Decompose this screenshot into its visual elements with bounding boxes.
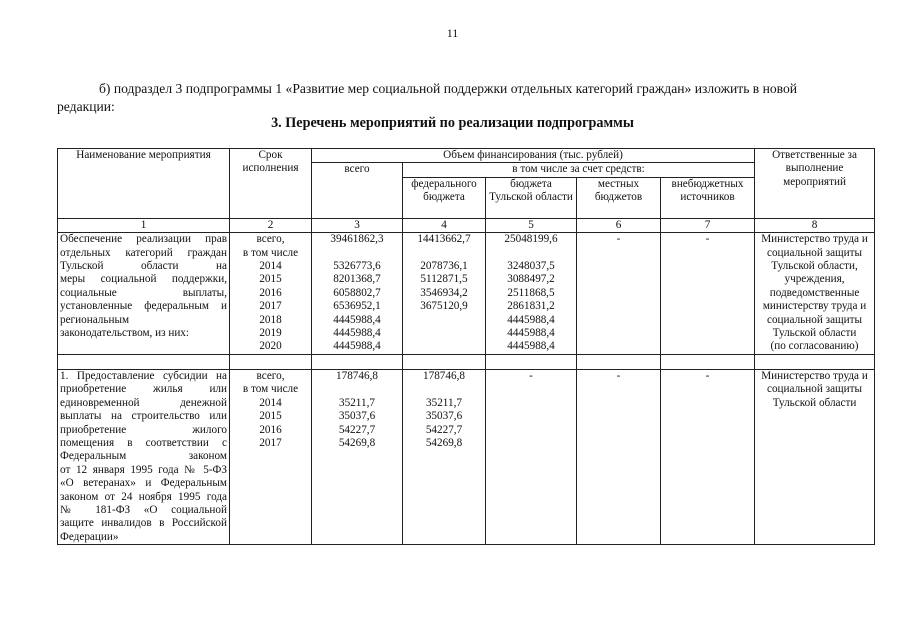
total-value: 35037,6	[338, 410, 376, 423]
col-number: 3	[312, 218, 403, 232]
federal-value: 3675120,9	[420, 300, 468, 313]
regional-value: 4445988,4	[507, 340, 555, 353]
header-responsible: Ответственные за выполнение мероприятий	[755, 149, 875, 219]
responsible-line: министерству труда и	[762, 300, 867, 313]
header-local: местных бюджетов	[577, 177, 661, 218]
name-line: 1. Предоставление субсидии на	[60, 369, 227, 382]
header-regional: бюджета Тульской области	[486, 177, 577, 218]
responsible-line: социальной защиты	[767, 246, 863, 259]
header-funding: Объем финансирования (тыс. рублей)	[312, 149, 755, 163]
measure-name-cell	[58, 233, 230, 355]
term-line: 2015	[259, 273, 282, 286]
name-line: установленные федеральным и	[60, 300, 227, 313]
measure-name-cell	[58, 369, 230, 544]
responsible-line: Министерство труда и	[761, 369, 868, 382]
term-line: в том числе	[242, 383, 299, 396]
header-federal: федерального бюджета	[403, 177, 486, 218]
total-value	[314, 247, 400, 260]
total-value: 54227,7	[338, 423, 376, 436]
regional-value: 2861831,2	[507, 300, 555, 313]
name-line: Обеспечение реализации прав	[60, 233, 227, 246]
total-value: 4445988,4	[333, 340, 381, 353]
section-title: 3. Перечень мероприятий по реализации подпрограммы	[271, 115, 634, 131]
local-cell	[577, 369, 661, 544]
regional-value: 4445988,4	[507, 327, 555, 340]
federal-value: 54269,8	[425, 436, 463, 449]
extra-value: -	[705, 369, 710, 382]
col-number: 5	[486, 218, 577, 232]
regional-value: -	[529, 369, 533, 382]
term-line: 2016	[259, 423, 282, 436]
local-value: -	[616, 233, 621, 246]
header-incl-sources: в том числе за счет средств:	[403, 163, 755, 177]
federal-value: 2078736,1	[420, 260, 468, 273]
term-line: в том числе	[242, 246, 299, 259]
measures-table	[57, 148, 875, 545]
total-value: 6058802,7	[333, 286, 381, 299]
responsible-line: социальной защиты	[767, 313, 863, 326]
total-cell	[312, 369, 403, 544]
col-number: 1	[58, 218, 230, 232]
name-line: защите инвалидов в Российской	[60, 517, 227, 530]
name-line: законом от 24 ноября 1995 года	[60, 490, 227, 503]
total-value: 5326773,6	[333, 260, 381, 273]
federal-value	[405, 383, 483, 396]
name-line: от 12 января 1995 года № 5-ФЗ	[60, 463, 227, 476]
extra-cell	[661, 369, 755, 544]
total-value: 4445988,4	[333, 313, 381, 326]
col-number: 8	[755, 218, 875, 232]
term-cell	[230, 233, 312, 355]
regional-cell	[486, 369, 577, 544]
regional-value: 2511868,5	[507, 286, 555, 299]
term-line: 2014	[259, 396, 282, 409]
name-line: приобретение жилья или	[60, 383, 227, 396]
total-value	[314, 383, 400, 396]
responsible-line: подведомственные	[769, 286, 860, 299]
term-line: 2016	[259, 286, 282, 299]
term-line: 2018	[259, 313, 282, 326]
responsible-line: Министерство труда и	[761, 233, 868, 246]
term-line: 2019	[259, 327, 282, 340]
header-name: Наименование мероприятия	[58, 149, 230, 219]
term-line: всего,	[256, 369, 285, 382]
regional-value: 4445988,4	[507, 313, 555, 326]
federal-value: 3546934,2	[420, 286, 468, 299]
page-number: 11	[446, 26, 459, 40]
table-row	[58, 233, 875, 355]
federal-value: 35211,7	[426, 396, 462, 409]
federal-value: 14413662,7	[417, 233, 471, 246]
term-line: 2015	[259, 410, 282, 423]
total-value: 178746,8	[336, 369, 378, 382]
federal-value: 35037,6	[425, 410, 463, 423]
responsible-line: Тульской области,	[771, 260, 858, 273]
name-line: выплаты на строительство или	[60, 410, 227, 423]
table-row	[58, 369, 875, 544]
total-value: 4445988,4	[333, 327, 381, 340]
total-value: 54269,8	[338, 436, 376, 449]
regional-cell	[486, 233, 577, 355]
federal-value: 178746,8	[423, 369, 465, 382]
regional-value: 3088497,2	[507, 273, 555, 286]
responsible-cell	[755, 233, 875, 355]
federal-value: 54227,7	[425, 423, 463, 436]
term-line: 2017	[259, 436, 282, 449]
col-number: 7	[661, 218, 755, 232]
col-number: 6	[577, 218, 661, 232]
extra-cell	[661, 233, 755, 355]
term-line: 2017	[259, 300, 282, 313]
regional-value	[488, 247, 574, 260]
term-line: всего,	[256, 233, 285, 246]
responsible-line: Тульской области	[772, 396, 857, 409]
federal-value: 5112871,5	[420, 273, 468, 286]
term-line: 2020	[259, 340, 282, 353]
name-line: социальные выплаты,	[60, 286, 227, 299]
total-value: 39461862,3	[330, 233, 384, 246]
name-line: отдельных категорий граждан	[60, 246, 227, 259]
name-line: Тульской области на	[60, 260, 227, 273]
federal-value	[405, 247, 483, 260]
regional-value: 3248037,5	[507, 260, 555, 273]
term-cell	[230, 369, 312, 544]
total-value: 8201368,7	[333, 273, 381, 286]
responsible-line: учреждения,	[784, 273, 845, 286]
col-number: 4	[403, 218, 486, 232]
federal-cell	[403, 233, 486, 355]
name-line: помещения в соответствии с	[60, 436, 227, 449]
federal-cell	[403, 369, 486, 544]
name-line: «О ветеранах» и Федеральным	[60, 477, 227, 490]
name-line: региональным	[60, 313, 130, 326]
regional-value: 25048199,6	[504, 233, 558, 246]
responsible-line: социальной защиты	[767, 383, 863, 396]
total-cell	[312, 233, 403, 355]
intro-paragraph: б) подраздел 3 подпрограммы 1 «Развитие мер социальной поддержки отдельных категорий граждан» изложить в новой редакции:	[57, 81, 798, 114]
name-line: Федерации»	[60, 530, 119, 543]
total-value: 6536952,1	[333, 300, 381, 313]
name-line: приобретение жилого	[60, 423, 227, 436]
name-line: № 181-ФЗ «О социальной	[60, 503, 227, 516]
header-total: всего	[312, 163, 403, 218]
responsible-cell	[755, 369, 875, 544]
name-line: Федеральным законом	[60, 450, 227, 463]
responsible-line: (по согласованию)	[770, 340, 859, 353]
header-extra: внебюджетных источников	[661, 177, 755, 218]
responsible-line: Тульской области	[772, 327, 857, 340]
name-line: единовременной денежной	[60, 396, 227, 409]
col-number: 2	[230, 218, 312, 232]
local-cell	[577, 233, 661, 355]
table-row-spacer	[58, 354, 875, 369]
name-line: меры социальной поддержки,	[60, 273, 227, 286]
header-term: Срок исполнения	[230, 149, 312, 219]
extra-value: -	[705, 233, 710, 246]
term-line: 2014	[259, 260, 282, 273]
name-line: законодательством, из них:	[60, 327, 190, 340]
total-value: 35211,7	[339, 396, 375, 409]
local-value: -	[616, 369, 621, 382]
